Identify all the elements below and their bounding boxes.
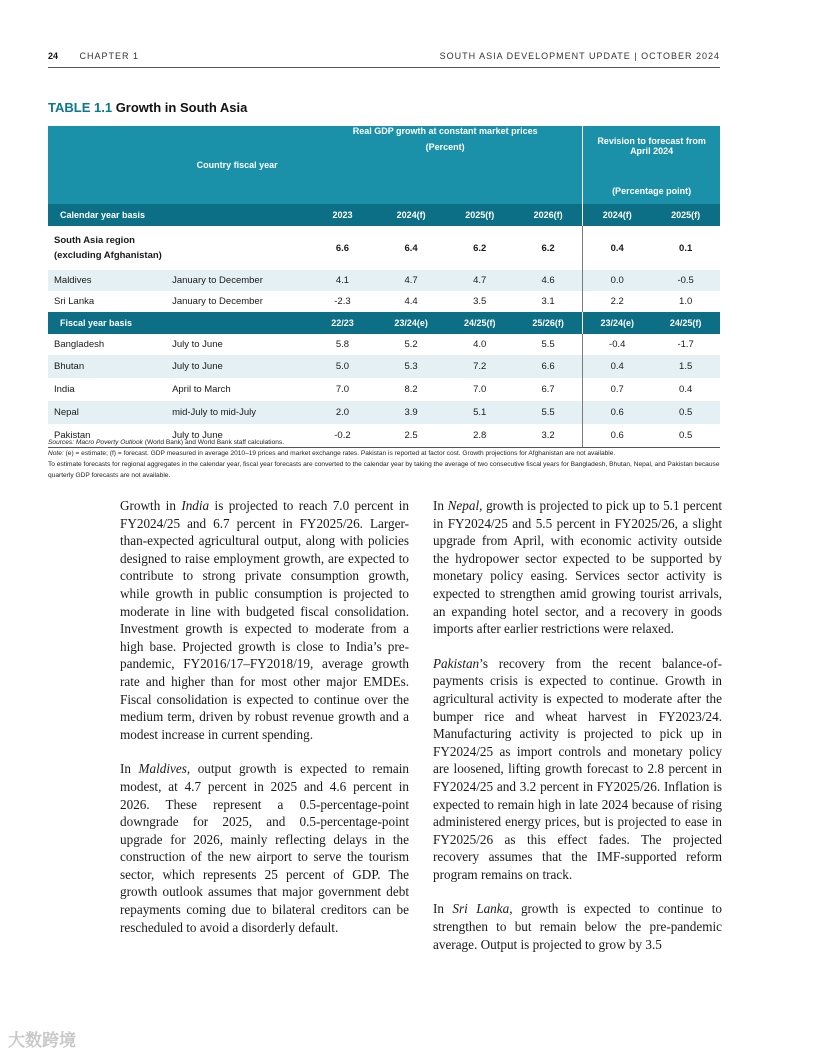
table-cell: 6.7 (514, 378, 583, 401)
table-number: TABLE 1.1 (48, 100, 113, 115)
table-cell: -0.4 (583, 334, 652, 355)
year-header: 2023 (308, 204, 377, 226)
table-cell: 2.2 (583, 291, 652, 312)
year-header: 25/26(f) (514, 312, 583, 334)
year-header: 2026(f) (514, 204, 583, 226)
page-number: 24 (48, 51, 59, 61)
table-cell: 1.5 (651, 355, 720, 378)
sources-text: (World Bank) and World Bank staff calculations. (144, 439, 285, 446)
table-cell: 3.1 (514, 291, 583, 312)
sources-publication: Macro Poverty Outlook (75, 439, 143, 446)
table-cell: -1.7 (651, 334, 720, 355)
table-cell: 5.5 (514, 401, 583, 424)
table-title (48, 100, 247, 115)
table-cell: 7.2 (445, 355, 514, 378)
watermark: 大数跨境 (8, 1031, 76, 1050)
running-header (48, 51, 720, 68)
text-run: , growth is expected to continue to strengthen to but remain below the pre-pandemic average. Output is projected to grow by 3.5 (433, 901, 722, 952)
year-header: 2025(f) (445, 204, 514, 226)
table-cell: 0.4 (651, 378, 720, 401)
fiscal-basis-label: Fiscal year basis (48, 312, 308, 334)
table-cell: 0.5 (651, 424, 720, 448)
gdp-growth-header-text: Real GDP growth at constant market prices (352, 126, 538, 136)
table-cell: 0.4 (583, 355, 652, 378)
gdp-growth-unit: (Percent) (425, 142, 465, 152)
table-cell: 4.7 (445, 270, 514, 291)
country-italic: Maldives (138, 761, 187, 777)
table-row (48, 401, 720, 424)
table-cell: 7.0 (308, 378, 377, 401)
table-header-row (48, 126, 720, 178)
table-cell: 5.1 (445, 401, 514, 424)
fiscal-year: mid-July to mid-July (166, 401, 308, 424)
text-run: is projected to reach 7.0 percent in FY2024/25 and 6.7 percent in FY2025/26. Larger-than-expected agricultural output, along with policies designed to raise employment growth, are expected to contribute to strong private consumption growth, while growth in public consumption is projected to moderate in line with budgeted fiscal consolidation. Investment growth is expected to moderate from a high base. Projected growth is close to India’s pre-pandemic, FY2016/17–FY2018/19, average growth rate and higher than for most other major EMDEs. Fiscal consolidation is expected to continue over the medium term, driven by robust revenue growth and a modest increase in current spending. (120, 498, 409, 742)
note-body: (e) = estimate; (f) = forecast. GDP measured in average 2010–19 prices and market exchange rates. Pakistan is reported at factor cost. Growth projections for Afghanistan are not available. (65, 450, 616, 457)
table-row (48, 270, 720, 291)
year-header: 24/25(f) (651, 312, 720, 334)
country-name: Bangladesh (48, 334, 166, 355)
publication-title: SOUTH ASIA DEVELOPMENT UPDATE | OCTOBER 2024 (439, 51, 720, 61)
body-column-right (433, 497, 722, 970)
table-cell: 7.0 (445, 378, 514, 401)
table-cell: 6.2 (445, 226, 514, 270)
nepal-paragraph (433, 497, 722, 638)
chapter-label: CHAPTER 1 (79, 51, 140, 61)
table-cell: 4.0 (445, 334, 514, 355)
sources-note (48, 437, 720, 448)
table-cell: 1.0 (651, 291, 720, 312)
calendar-basis-row (48, 204, 720, 226)
table-cell: 0.0 (583, 270, 652, 291)
table-row (48, 355, 720, 378)
table-cell: 0.6 (583, 401, 652, 424)
year-header: 24/25(f) (445, 312, 514, 334)
table-title-text: Growth in South Asia (115, 100, 248, 115)
table-cell: 3.2 (514, 424, 583, 448)
table-cell: 5.3 (377, 355, 446, 378)
table-cell: 3.5 (445, 291, 514, 312)
country-name: Bhutan (48, 355, 166, 378)
table-cell: 6.6 (514, 355, 583, 378)
country-italic: India (181, 498, 210, 513)
year-header: 2024(f) (377, 204, 446, 226)
year-header: 2024(f) (583, 204, 652, 226)
table-row (48, 378, 720, 401)
table-cell: 2.5 (377, 424, 446, 448)
india-paragraph (120, 497, 409, 743)
note-text (48, 448, 720, 459)
fiscal-year: January to December (166, 291, 308, 312)
fiscal-year: July to June (166, 424, 308, 448)
table-cell: 2.8 (445, 424, 514, 448)
table-cell: 0.5 (651, 401, 720, 424)
table-cell: 0.1 (651, 226, 720, 270)
table-cell: 6.4 (377, 226, 446, 270)
region-name (48, 226, 308, 270)
table-cell: 5.5 (514, 334, 583, 355)
table-notes (48, 437, 720, 481)
table-cell: -2.3 (308, 291, 377, 312)
fiscal-year: July to June (166, 355, 308, 378)
note-label: Note: (48, 450, 64, 457)
table-cell: 5.8 (308, 334, 377, 355)
growth-table (48, 126, 720, 448)
region-name-line1: South Asia region (54, 235, 135, 246)
fiscal-year: April to March (166, 378, 308, 401)
country-italic: Pakistan (433, 655, 480, 671)
table-cell: 0.7 (583, 378, 652, 401)
gdp-growth-header (308, 126, 583, 204)
text-run: Growth in (120, 498, 182, 513)
region-name-line2: (excluding Afghanistan) (54, 250, 162, 261)
table-cell: -0.2 (308, 424, 377, 448)
fiscal-year: January to December (166, 270, 308, 291)
country-name: Sri Lanka (48, 291, 166, 312)
country-italic: Nepal (447, 498, 480, 513)
revision-unit: (Percentage point) (583, 178, 720, 204)
table-cell: 5.2 (377, 334, 446, 355)
pakistan-paragraph (433, 655, 722, 884)
year-header: 23/24(e) (377, 312, 446, 334)
table-cell: 0.6 (583, 424, 652, 448)
table-cell: 2.0 (308, 401, 377, 424)
text-run: , growth is projected to pick up to 5.1 percent in FY2024/25 and 5.5 percent in FY2025/26, a slight upgrade from April, with economic activity outside the hydropower sector expected to be supported by monetary policy easing. Services sector activity is expected to strengthen amid growing tourist arrivals, an expanding hotel sector, and a recovery in goods imports after earlier restrictions were relaxed. (433, 498, 722, 637)
year-header: 2025(f) (651, 204, 720, 226)
country-name: Maldives (48, 270, 166, 291)
text-run: ’s recovery from the recent balance-of-payments crisis is expected to continue. Growth in agricultural activity is expected to moderate after the bumper rice and wheat harvest in FY2023/24. Manufacturing activity is projected to pick up in FY2024/25 as import controls and monetary policy are loosened, lifting growth forecast to 2.8 percent in FY2024/25 and 3.2 percent in FY2025/26. Inflation is expected to remain high in late 2024 because of rising administered energy prices, but is projected to ease in FY2025/26 as this effect fades. The projected recovery assumes that the IMF-supported reform program remains on track. (433, 655, 722, 882)
table-cell: 4.6 (514, 270, 583, 291)
text-run: , output growth is expected to remain modest, at 4.7 percent in 2025 and 4.6 percent in 2026. These represent a 0.5-percentage-point downgrade for 2025, and 0.5-percentage-point upgrade for 2026, mainly reflecting delays in the construction of the new airport to serve the tourism sector, which represents 25 percent of GDP. The growth outlook assumes that major government debt repayments coming due to bilateral creditors can be rescheduled to avoid a disorderly default. (120, 761, 409, 935)
year-header: 23/24(e) (583, 312, 652, 334)
table-cell: 4.1 (308, 270, 377, 291)
region-row (48, 226, 720, 270)
calendar-basis-label: Calendar year basis (48, 204, 308, 226)
table-row (48, 334, 720, 355)
year-header: 22/23 (308, 312, 377, 334)
text-run: In (433, 498, 448, 513)
text-run: In (433, 901, 453, 917)
srilanka-paragraph (433, 900, 722, 953)
sources-label: Sources: (48, 439, 75, 446)
country-italic: Sri Lanka (452, 901, 510, 917)
table-cell: 4.7 (377, 270, 446, 291)
maldives-paragraph (120, 760, 409, 936)
fiscal-basis-row (48, 312, 720, 334)
fiscal-year: July to June (166, 334, 308, 355)
table-cell: 4.4 (377, 291, 446, 312)
note-text-2: To estimate forecasts for regional aggregates in the calendar year, fiscal year forecasts are converted to the calendar year by taking the average of two consecutive fiscal years for Bangladesh, Bhutan, Nepal, and Pakistan because quarterly GDP forecasts are not available. (48, 461, 720, 479)
table-cell: 6.2 (514, 226, 583, 270)
revision-header: Revision to forecast from April 2024 (583, 126, 720, 178)
table-cell: 8.2 (377, 378, 446, 401)
table-row (48, 291, 720, 312)
country-name: India (48, 378, 166, 401)
table-cell: 6.6 (308, 226, 377, 270)
table-cell: 5.0 (308, 355, 377, 378)
body-column-left (120, 497, 409, 953)
text-run: In (120, 761, 139, 777)
country-name: Pakistan (48, 424, 166, 448)
table-cell: 3.9 (377, 401, 446, 424)
table-cell: -0.5 (651, 270, 720, 291)
country-fiscal-year-header: Country fiscal year (166, 126, 308, 204)
country-name: Nepal (48, 401, 166, 424)
table-cell: 0.4 (583, 226, 652, 270)
